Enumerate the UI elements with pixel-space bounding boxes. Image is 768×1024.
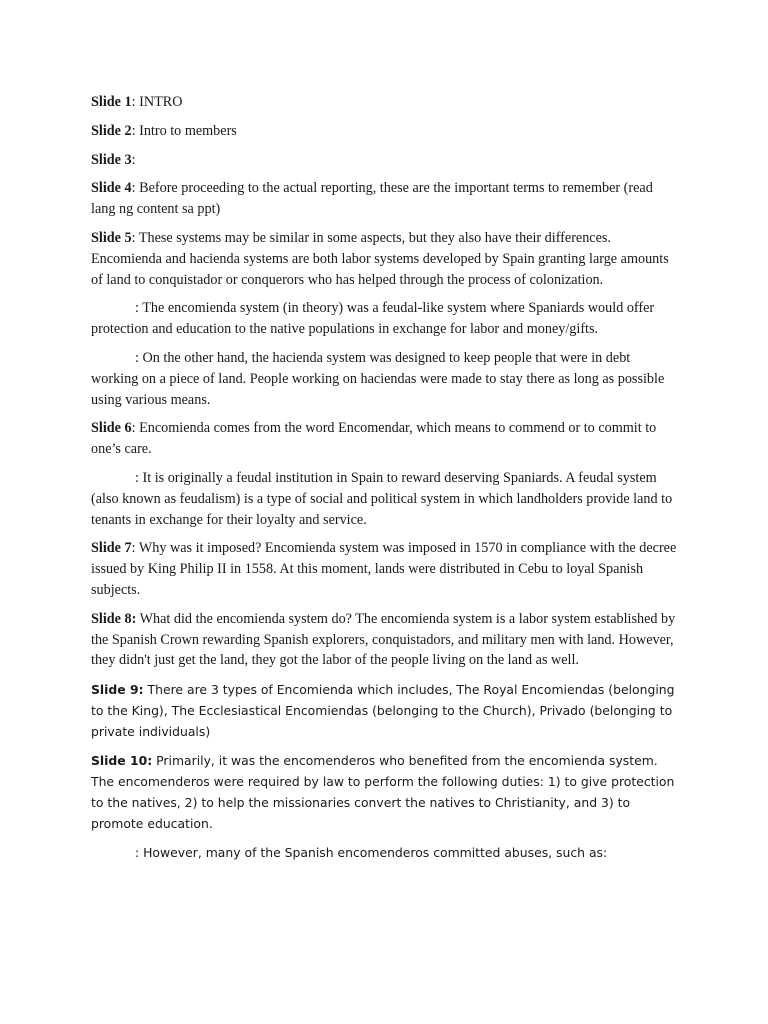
paragraph-text: Before proceeding to the actual reporting, these are the important terms to remember (read lang ng content sa ppt) [91, 180, 653, 218]
paragraph-text: Primarily, it was the encomenderos who benefited from the encomienda system. The encomenderos were required by law to perform the following duties: 1) to give protection to the natives, 2) to help the missionaries convert the natives to Christianity, and 3) to promote education. [91, 753, 675, 832]
slide-label: Slide 6 [91, 420, 132, 437]
paragraph-text: : On the other hand, the hacienda system was designed to keep people that were in debt working on a piece of land. People working on haciendas were made to stay there as long as possible using various means. [91, 349, 665, 408]
paragraph-slide-4 [91, 178, 680, 220]
slide-label: Slide 1 [91, 94, 132, 110]
paragraph-slide-1 [91, 92, 680, 113]
slide-label: Slide 8: [91, 610, 137, 627]
paragraph-slide-6-feudal [91, 468, 680, 530]
paragraph-slide-5-encomienda [91, 298, 680, 340]
paragraph-slide-10 [91, 750, 680, 834]
slide-label: Slide 10: [91, 753, 153, 769]
paragraph-text: These systems may be similar in some aspects, but they also have their differences. Encomienda and hacienda systems are both labor systems developed by Spain granting large amounts of land to conquistador or conquerors who has helped through the process of colonization. [91, 229, 669, 288]
paragraph-text: What did the encomienda system do? The encomienda system is a labor system established by the Spanish Crown rewarding Spanish explorers, conquistadors, and military men with land. However, they didn't just get the land, they got the labor of the people living on the land as well. [91, 610, 676, 669]
paragraph-slide-7 [91, 538, 680, 600]
slide-label: Slide 5 [91, 229, 132, 246]
separator: : [131, 420, 140, 437]
separator: : [131, 151, 136, 168]
slide-label: Slide 4 [91, 180, 132, 197]
separator: : [131, 94, 140, 110]
paragraph-slide-5 [91, 228, 680, 290]
paragraph-slide-8 [91, 609, 680, 671]
paragraph-slide-3 [91, 150, 680, 171]
paragraph-text: Encomienda comes from the word Encomendar, which means to commend or to commit to one’s care. [91, 420, 657, 458]
slide-label: Slide 9: [91, 682, 144, 698]
separator: : [131, 122, 140, 139]
paragraph-slide-10-abuses [91, 842, 680, 863]
paragraph-text: There are 3 types of Encomienda which includes, The Royal Encomiendas (belonging to the King), The Ecclesiastical Encomiendas (belonging to the Church), Privado (belonging to private individuals) [91, 682, 675, 740]
paragraph-text: Intro to members [139, 122, 237, 139]
separator: : [131, 540, 139, 557]
slide-label: Slide 3 [91, 151, 132, 168]
paragraph-slide-6 [91, 418, 680, 460]
paragraph-text: : The encomienda system (in theory) was a feudal-like system where Spaniards would offer protection and education to the native populations in exchange for labor and money/gifts. [91, 300, 655, 338]
paragraph-text: : It is originally a feudal institution in Spain to reward deserving Spaniards. A feudal system (also known as feudalism) is a type of social and political system in which landholders provide land to tenants in exchange for their loyalty and service. [91, 469, 673, 528]
slide-label: Slide 2 [91, 122, 132, 139]
paragraph-slide-9 [91, 679, 680, 742]
separator: : [131, 180, 140, 197]
paragraph-text: INTRO [139, 94, 183, 110]
paragraph-text: Why was it imposed? Encomienda system was imposed in 1570 in compliance with the decree issued by King Philip II in 1558. At this moment, lands were distributed in Cebu to loyal Spanish subjects. [91, 540, 677, 598]
paragraph-slide-2 [91, 121, 680, 142]
slide-label: Slide 7 [91, 540, 132, 557]
paragraph-slide-5-hacienda [91, 348, 680, 410]
separator: : [131, 229, 139, 246]
paragraph-text: : However, many of the Spanish encomenderos committed abuses, such as: [135, 845, 608, 861]
